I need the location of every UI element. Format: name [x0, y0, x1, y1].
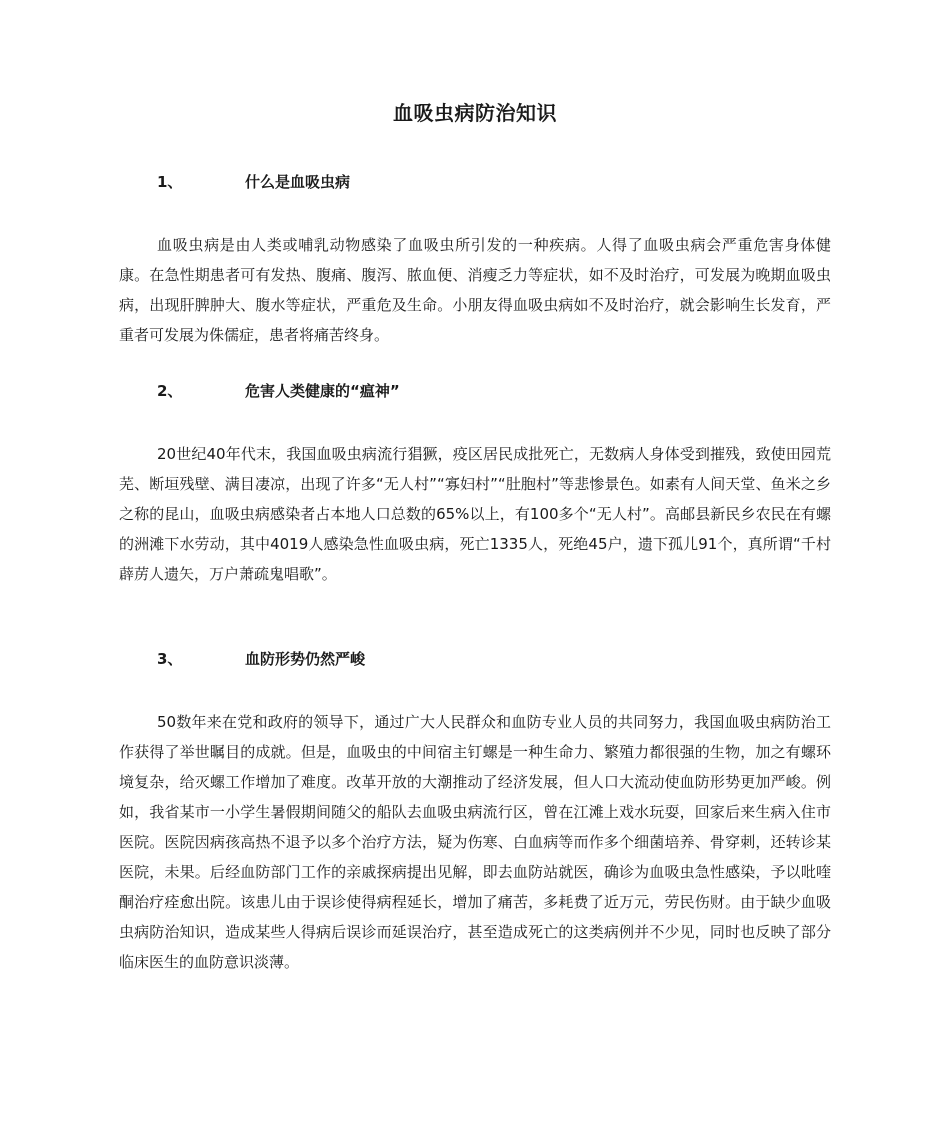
section-heading [119, 168, 831, 196]
section-number: 2、 [157, 382, 183, 400]
section-number: 3、 [157, 650, 183, 668]
section-heading [119, 645, 831, 673]
section-heading [119, 377, 831, 405]
section-3 [119, 645, 831, 977]
section-paragraph: 20世纪40年代末，我国血吸虫病流行猖獗，疫区居民成批死亡，无数病人身体受到摧残，致使田园荒芜、断垣残壁、满目凄凉，出现了许多“无人村”“寡妇村”“肚胞村”等悲惨景色。如素有人间天堂、鱼米之乡之称的昆山，血吸虫病感染者占本地人口总数的65%以上，有100多个“无人村”。高邮县新民乡农民在有螺的洲滩下水劳动，其中4019人感染急性血吸虫病，死亡1335人，死绝45户，遗下孤儿91个，真所谓“千村薜苈人遗矢，万户萧疏鬼唱歌”。 [119, 445, 831, 583]
section-title: 危害人类健康的“瘟神” [245, 382, 400, 400]
section-number: 1、 [157, 173, 183, 191]
section-2 [119, 377, 831, 589]
section-paragraph: 血吸虫病是由人类或哺乳动物感染了血吸虫所引发的一种疾病。人得了血吸虫病会严重危害身体健康。在急性期患者可有发热、腹痛、腹泻、脓血便、消瘦乏力等症状，如不及时治疗，可发展为晚期血吸虫病，出现肝脾肿大、腹水等症状，严重危及生命。小朋友得血吸虫病如不及时治疗，就会影响生长发育，严重者可发展为侏儒症，患者将痛苦终身。 [119, 236, 831, 344]
section-title: 血防形势仍然严峻 [245, 650, 366, 668]
section-1 [119, 168, 831, 350]
section-paragraph: 50数年来在党和政府的领导下，通过广大人民群众和血防专业人员的共同努力，我国血吸虫病防治工作获得了举世瞩目的成就。但是，血吸虫的中间宿主钉螺是一种生命力、繁殖力都很强的生物，加之有螺环境复杂，给灭螺工作增加了难度。改革开放的大潮推动了经济发展，但人口大流动使血防形势更加严峻。例如，我省某市一小学生暑假期间随父的船队去血吸虫病流行区，曾在江滩上戏水玩耍，回家后来生病入住市医院。医院因病孩高热不退予以多个治疗方法，疑为伤寒、白血病等而作多个细菌培养、骨穿刺，还转诊某医院，未果。后经血防部门工作的亲戚探病提出见解，即去血防站就医，确诊为血吸虫急性感染，予以吡喹酮治疗痊愈出院。该患儿由于误诊使得病程延长，增加了痛苦，多耗费了近万元，劳民伤财。由于缺少血吸虫病防治知识，造成某些人得病后误诊而延误治疗，甚至造成死亡的这类病例并不少见，同时也反映了部分临床医生的血防意识淡薄。 [119, 713, 831, 971]
section-title: 什么是血吸虫病 [245, 173, 351, 191]
page-title: 血吸虫病防治知识 [393, 101, 557, 125]
